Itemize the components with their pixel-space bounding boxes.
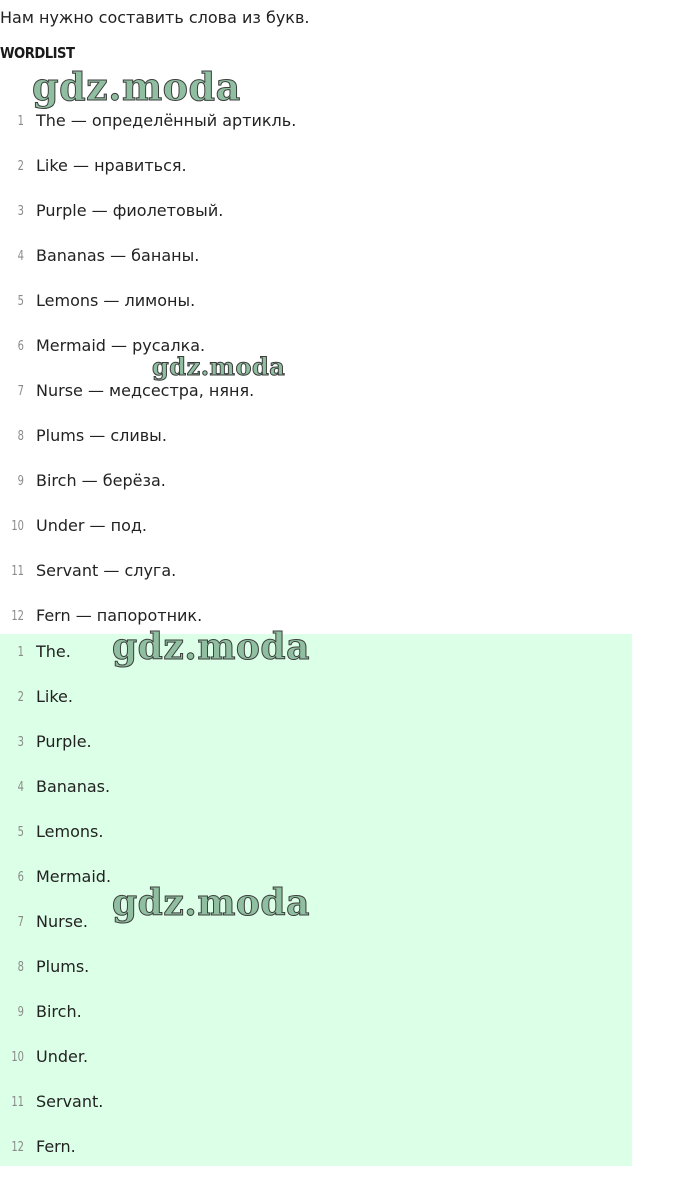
answer-item	[0, 904, 632, 949]
item-text: Like — нравиться.	[36, 156, 187, 175]
answer-text: Plums.	[36, 957, 90, 976]
answer-item	[0, 859, 632, 904]
wordlist-heading: WORDLIST	[0, 44, 75, 62]
item-text: Plums — сливы.	[36, 426, 167, 445]
answer-text: Bananas.	[36, 777, 111, 796]
answer-text: Mermaid.	[36, 867, 112, 886]
answer-number: 4	[17, 780, 24, 795]
item-number: 9	[17, 474, 24, 489]
item-number: 7	[17, 384, 24, 399]
answer-number: 6	[17, 870, 24, 885]
item-text: Bananas — бананы.	[36, 246, 200, 265]
answer-block	[0, 634, 632, 1166]
item-text: Lemons — лимоны.	[36, 291, 196, 310]
answer-text: Like.	[36, 687, 73, 706]
item-number: 4	[17, 249, 24, 264]
watermark-logo: gdz.moda	[112, 882, 310, 924]
answer-item	[0, 769, 632, 814]
list-item	[0, 279, 632, 324]
item-text: Purple — фиолетовый.	[36, 201, 224, 220]
list-item	[0, 414, 632, 459]
answer-item	[0, 1084, 632, 1129]
wordlist	[0, 99, 632, 639]
list-item	[0, 594, 632, 639]
item-number: 11	[11, 564, 24, 579]
answer-number: 5	[17, 825, 24, 840]
answer-number: 3	[17, 735, 24, 750]
answer-number: 1	[17, 645, 24, 660]
item-text: Mermaid — русалка.	[36, 336, 206, 355]
answer-item	[0, 814, 632, 859]
item-text: Servant — слуга.	[36, 561, 177, 580]
item-number: 2	[17, 159, 24, 174]
list-item	[0, 549, 632, 594]
answer-text: Fern.	[36, 1137, 76, 1156]
answer-item	[0, 634, 632, 679]
intro-text: Нам нужно составить слова из букв.	[0, 8, 310, 27]
answer-number: 2	[17, 690, 24, 705]
item-text: Under — под.	[36, 516, 147, 535]
list-item	[0, 189, 632, 234]
item-number: 8	[17, 429, 24, 444]
list-item	[0, 369, 632, 414]
item-text: The — определённый артикль.	[36, 111, 297, 130]
answer-text: Purple.	[36, 732, 92, 751]
item-text: Birch — берёза.	[36, 471, 166, 490]
item-number: 6	[17, 339, 24, 354]
answer-text: Nurse.	[36, 912, 88, 931]
answer-item	[0, 949, 632, 994]
list-item	[0, 504, 632, 549]
list-item	[0, 324, 632, 369]
answer-item	[0, 679, 632, 724]
item-text: Fern — папоротник.	[36, 606, 203, 625]
answer-number: 10	[11, 1050, 24, 1065]
answer-text: Servant.	[36, 1092, 104, 1111]
list-item	[0, 234, 632, 279]
answer-text: The.	[36, 642, 71, 661]
item-number: 3	[17, 204, 24, 219]
watermark-logo: gdz.moda	[32, 64, 241, 109]
answer-number: 8	[17, 960, 24, 975]
item-number: 1	[17, 114, 24, 129]
answer-item	[0, 994, 632, 1039]
answer-number: 12	[11, 1140, 24, 1155]
watermark-logo: gdz.moda	[112, 626, 310, 668]
list-item	[0, 144, 632, 189]
answer-text: Lemons.	[36, 822, 104, 841]
answer-number: 7	[17, 915, 24, 930]
answer-number: 9	[17, 1005, 24, 1020]
answer-item	[0, 1039, 632, 1084]
item-number: 12	[11, 609, 24, 624]
answer-text: Under.	[36, 1047, 89, 1066]
answer-item	[0, 1129, 632, 1174]
item-number: 10	[11, 519, 24, 534]
item-number: 5	[17, 294, 24, 309]
answer-item	[0, 724, 632, 769]
item-text: Nurse — медсестра, няня.	[36, 381, 255, 400]
list-item	[0, 99, 632, 144]
answer-text: Birch.	[36, 1002, 82, 1021]
list-item	[0, 459, 632, 504]
answer-number: 11	[11, 1095, 24, 1110]
watermark-logo: gdz.moda	[152, 352, 286, 381]
